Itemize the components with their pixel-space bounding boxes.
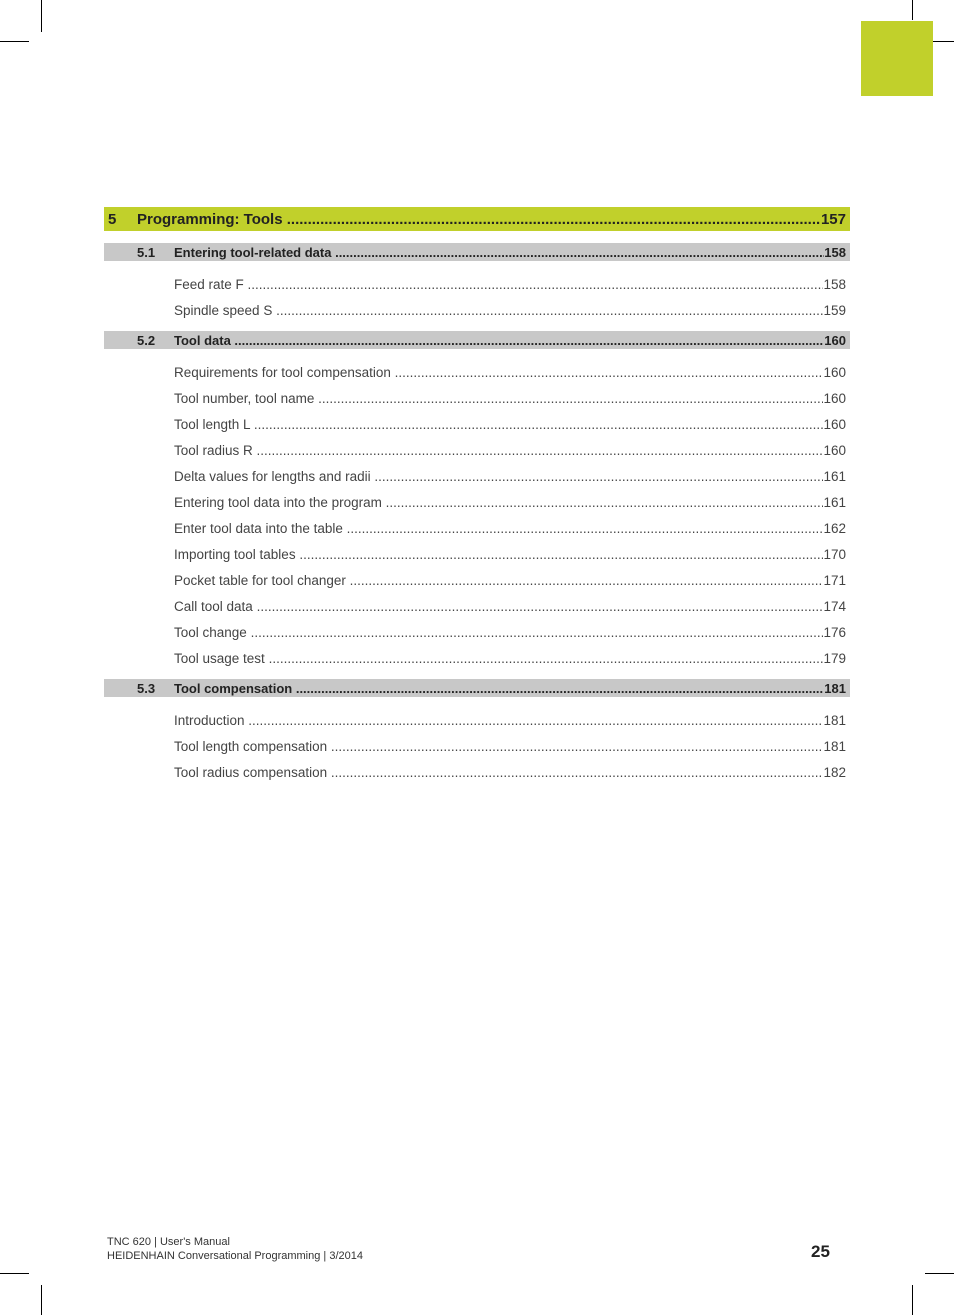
entry-title: Tool radius R ..... — [174, 443, 823, 458]
entry-title: Feed rate F ..... — [174, 277, 823, 292]
toc-entry[interactable] — [104, 541, 850, 567]
toc-entry[interactable] — [104, 437, 850, 463]
chapter-title: Programming: Tools ..... — [137, 211, 821, 228]
spacer — [104, 671, 850, 679]
toc-entry[interactable] — [104, 733, 850, 759]
toc-entry[interactable] — [104, 593, 850, 619]
section-number: 5.3 — [137, 680, 156, 696]
sections — [104, 231, 850, 785]
entry-title: Tool length compensation ..... — [174, 739, 823, 754]
entry-page: 181 — [823, 712, 846, 728]
chapter-page: 157 — [820, 210, 846, 228]
entry-page: 158 — [823, 276, 846, 292]
toc-entry[interactable] — [104, 385, 850, 411]
entry-page: 176 — [823, 624, 846, 640]
entry-page: 160 — [823, 390, 846, 406]
entry-page: 160 — [823, 364, 846, 380]
entry-page: 179 — [823, 650, 846, 666]
section-title: Tool compensation ..... — [174, 681, 824, 696]
entry-title: Entering tool data into the program ..... — [174, 495, 823, 510]
section-number: 5.1 — [137, 244, 156, 260]
section-heading[interactable] — [104, 331, 850, 349]
crop-mark — [41, 0, 42, 32]
crop-mark — [0, 41, 29, 42]
footer-line-2: HEIDENHAIN Conversational Programming | 3/2014 — [107, 1250, 363, 1262]
entry-page: 159 — [823, 302, 846, 318]
entry-title: Introduction ..... — [174, 713, 823, 728]
crop-mark — [912, 0, 913, 20]
entry-title: Tool usage test ..... — [174, 651, 823, 666]
crop-mark — [41, 1285, 42, 1315]
entry-title: Call tool data ..... — [174, 599, 823, 614]
toc-entry[interactable] — [104, 271, 850, 297]
toc-entry[interactable] — [104, 463, 850, 489]
crop-mark — [912, 1285, 913, 1315]
spacer — [104, 261, 850, 271]
entry-page: 181 — [823, 738, 846, 754]
section-number: 5.2 — [137, 332, 156, 348]
toc-entry[interactable] — [104, 297, 850, 323]
entry-page: 160 — [823, 442, 846, 458]
entry-title: Spindle speed S ..... — [174, 303, 823, 318]
section-page: 158 — [824, 244, 846, 260]
chapter-tab-marker — [861, 21, 933, 96]
section-heading[interactable] — [104, 243, 850, 261]
toc-entry[interactable] — [104, 567, 850, 593]
footer-line-1: TNC 620 | User's Manual — [107, 1236, 230, 1248]
entry-page: 174 — [823, 598, 846, 614]
toc-entry[interactable] — [104, 759, 850, 785]
toc-entry[interactable] — [104, 645, 850, 671]
entry-page: 171 — [823, 572, 846, 588]
entry-page: 161 — [823, 494, 846, 510]
toc-entry[interactable] — [104, 489, 850, 515]
toc-entry[interactable] — [104, 411, 850, 437]
entry-title: Tool number, tool name ..... — [174, 391, 823, 406]
section-page: 181 — [824, 680, 846, 696]
entry-title: Requirements for tool compensation ..... — [174, 365, 823, 380]
crop-mark — [0, 1273, 29, 1274]
spacer — [104, 323, 850, 331]
section-page: 160 — [824, 332, 846, 348]
entry-title: Tool length L ..... — [174, 417, 823, 432]
entry-page: 162 — [823, 520, 846, 536]
section-title: Entering tool-related data ..... — [174, 245, 824, 260]
entry-title: Tool radius compensation ..... — [174, 765, 823, 780]
section-title: Tool data ..... — [174, 333, 824, 348]
entry-title: Tool change ..... — [174, 625, 823, 640]
entry-title: Pocket table for tool changer ..... — [174, 573, 823, 588]
toc-entry[interactable] — [104, 707, 850, 733]
toc-entry[interactable] — [104, 359, 850, 385]
entry-page: 182 — [823, 764, 846, 780]
entry-title: Enter tool data into the table ..... — [174, 521, 823, 536]
chapter-number: 5 — [108, 210, 117, 228]
toc-entry[interactable] — [104, 619, 850, 645]
spacer — [104, 697, 850, 707]
crop-mark — [925, 1273, 954, 1274]
entry-page: 161 — [823, 468, 846, 484]
entry-title: Delta values for lengths and radii ..... — [174, 469, 823, 484]
entry-title: Importing tool tables ..... — [174, 547, 823, 562]
toc-entry[interactable] — [104, 515, 850, 541]
spacer — [104, 349, 850, 359]
entry-page: 160 — [823, 416, 846, 432]
page-number: 25 — [811, 1242, 830, 1261]
chapter-heading[interactable] — [104, 207, 850, 231]
spacer — [104, 231, 850, 243]
table-of-contents — [104, 207, 850, 785]
entry-page: 170 — [823, 546, 846, 562]
footer — [107, 1235, 363, 1263]
section-heading[interactable] — [104, 679, 850, 697]
